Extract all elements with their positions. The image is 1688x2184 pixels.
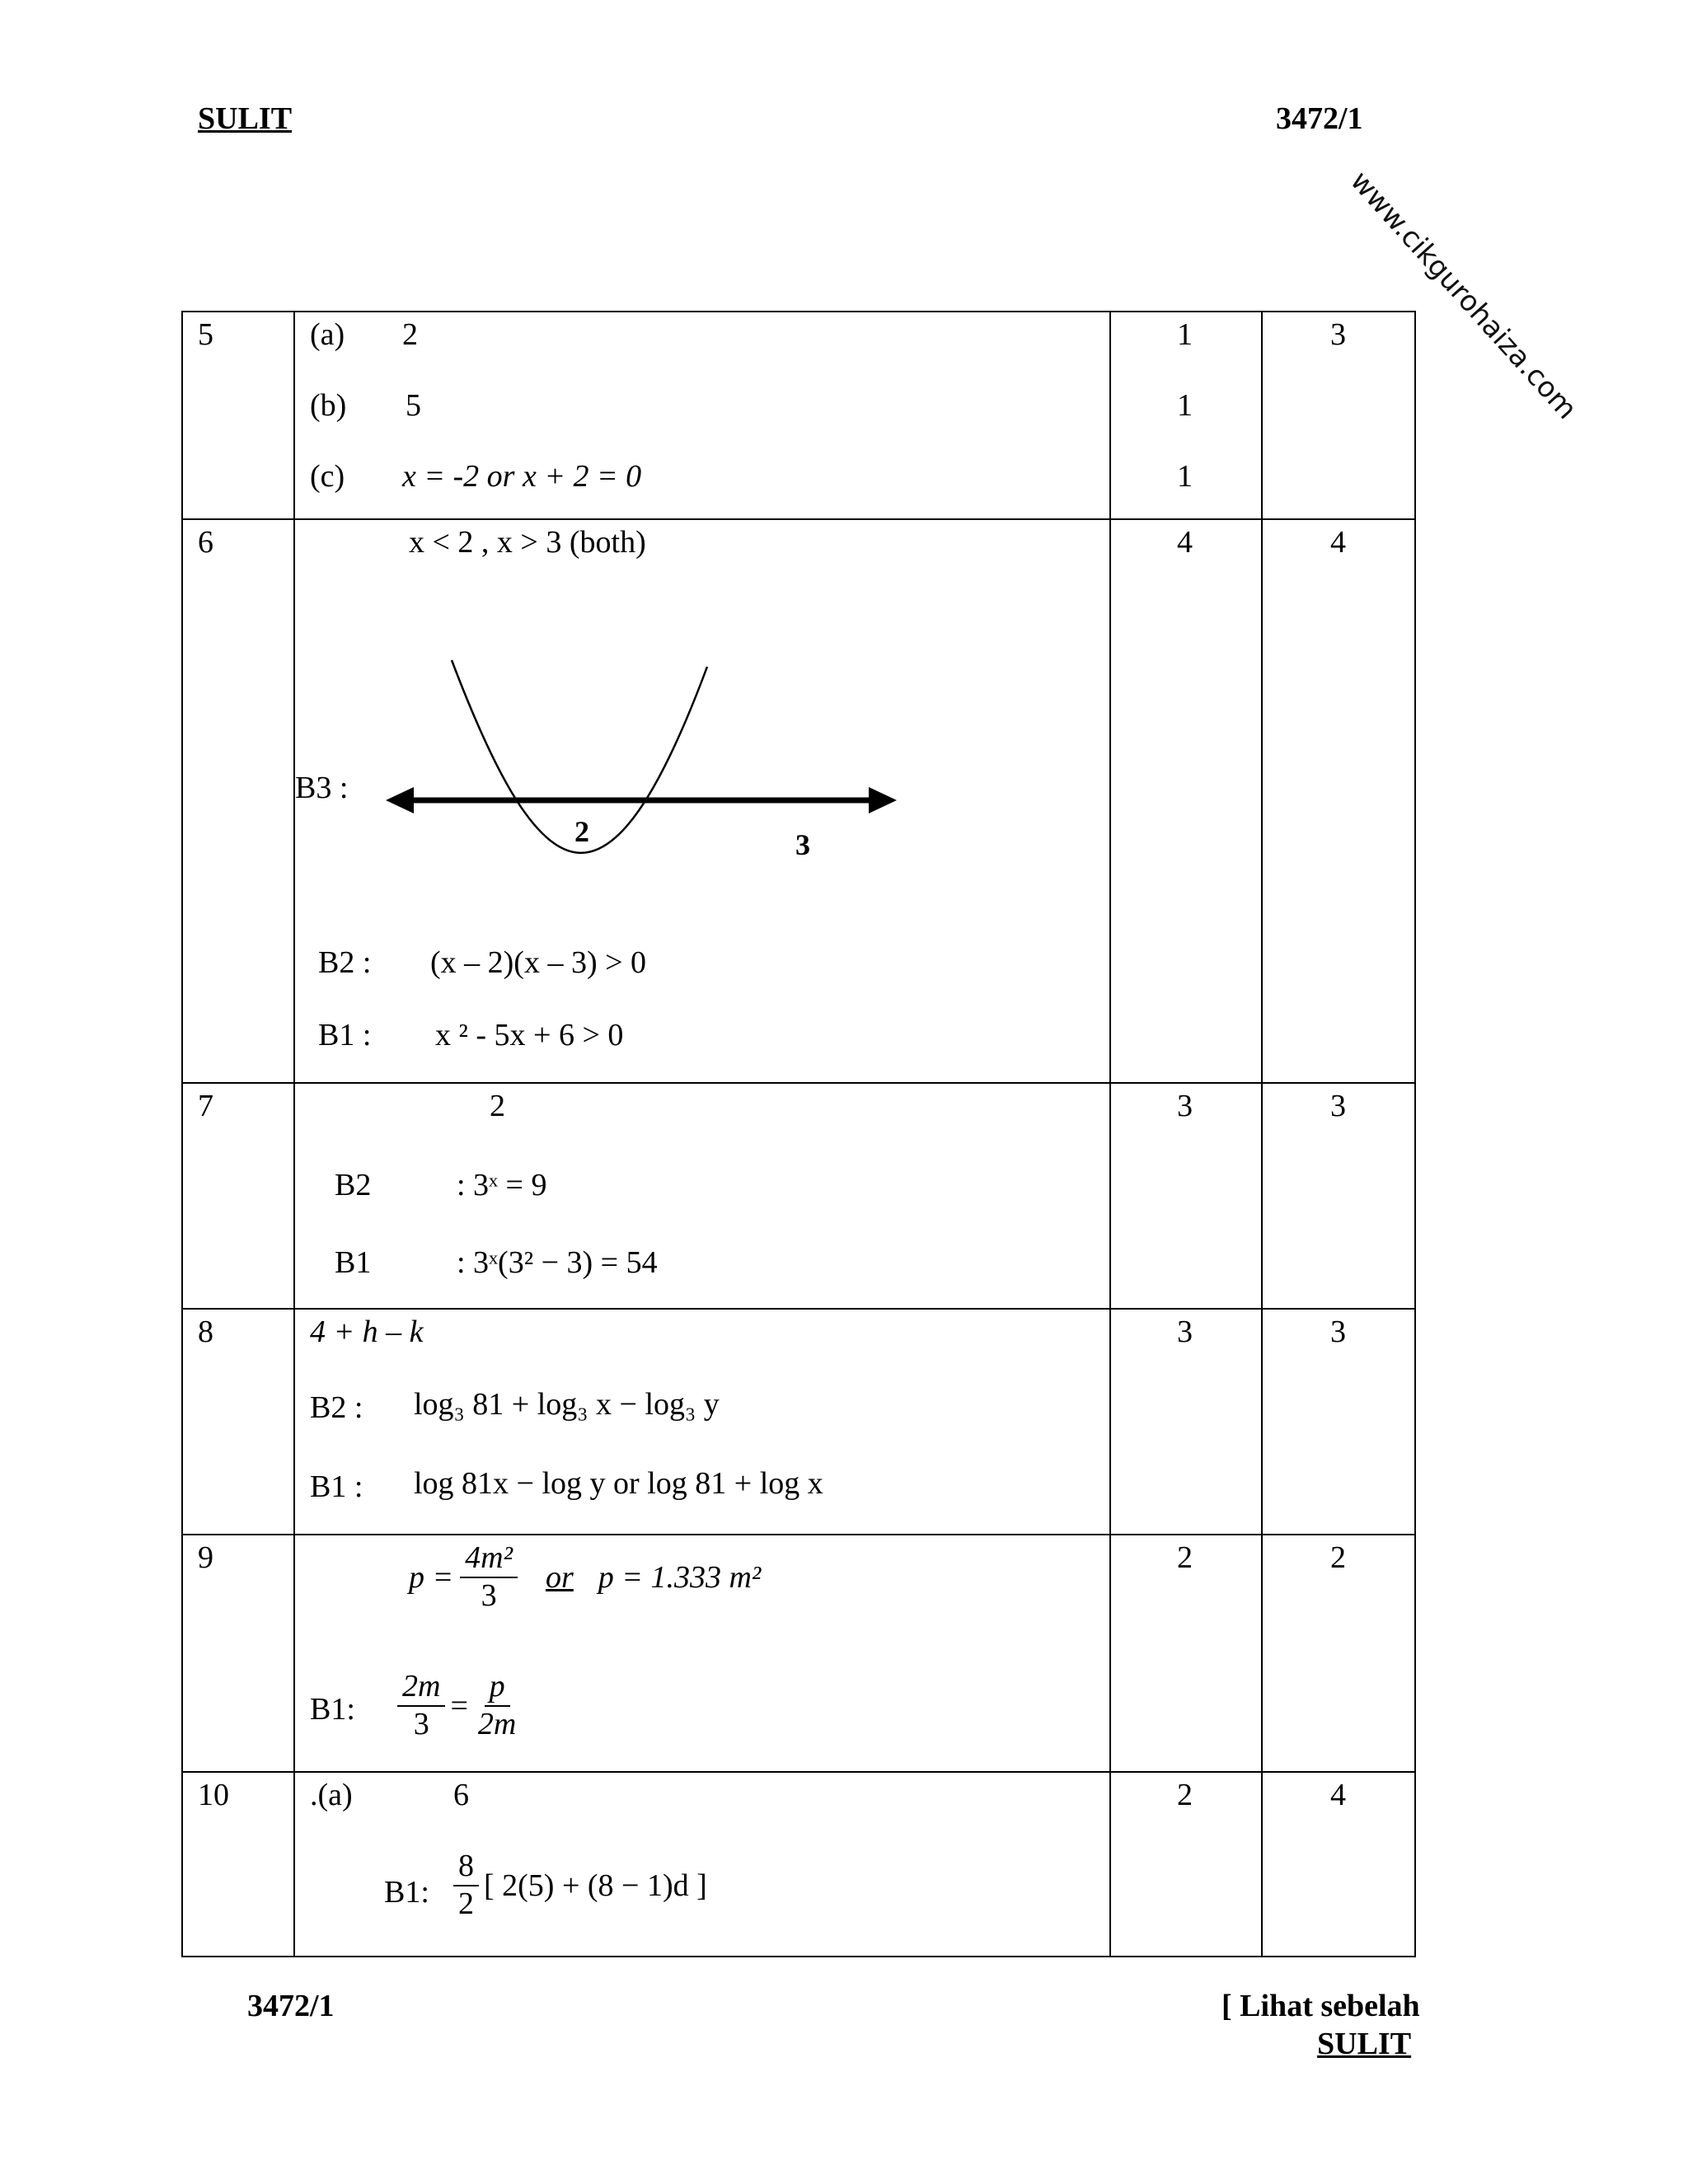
equals-sign: = — [450, 1688, 468, 1723]
b2-label: B2 : — [318, 945, 372, 980]
left-arrow-icon — [386, 787, 414, 813]
part-label: (a) — [310, 317, 345, 352]
total-mark: 3 — [1330, 1089, 1346, 1123]
question-row-6 — [182, 519, 1415, 1083]
question-number: 10 — [198, 1778, 229, 1812]
mark: 1 — [1177, 459, 1193, 494]
total-mark: 2 — [1330, 1540, 1346, 1575]
answer-fraction — [460, 1540, 518, 1614]
b1-working: log 81x − log y or log 81 + log x — [414, 1466, 823, 1501]
question-row-7 — [182, 1083, 1415, 1309]
b2-working: (x – 2)(x – 3) > 0 — [430, 945, 647, 980]
b3-label: B3 : — [295, 771, 349, 805]
mark: 1 — [1177, 388, 1193, 423]
answer-lhs: p = — [409, 1559, 454, 1595]
mark: 2 — [1177, 1540, 1193, 1575]
right-arrow-icon — [869, 787, 897, 813]
root-label-2: 2 — [574, 815, 589, 848]
fraction-denominator: 2m — [477, 1706, 517, 1741]
header-sulit: SULIT — [198, 101, 293, 136]
b1-fraction — [453, 1849, 479, 1922]
b2-working: : 3ˣ = 9 — [457, 1168, 547, 1202]
mark: 1 — [1177, 317, 1193, 352]
answer-alt: p = 1.333 m² — [598, 1559, 762, 1595]
b1-label: B1 — [335, 1245, 372, 1280]
b2-label: B2 — [335, 1168, 372, 1202]
b2-working: log₃ 81 + log₃ x − log₃ y — [414, 1387, 720, 1422]
fraction-numerator: 2m — [397, 1669, 445, 1707]
parabola-graph — [377, 652, 905, 899]
fraction-numerator: 4m² — [460, 1540, 518, 1578]
b1-label: B1: — [310, 1692, 355, 1727]
answer: 6 — [453, 1778, 469, 1812]
watermark: www.cikgurohaiza.com — [1343, 165, 1583, 426]
part-label: .(a) — [310, 1778, 353, 1812]
question-number: 5 — [198, 317, 213, 352]
question-number: 8 — [198, 1315, 213, 1349]
question-number: 9 — [198, 1540, 213, 1575]
answer: 2 — [402, 317, 418, 352]
b1-expression: [ 2(5) + (8 − 1)d ] — [484, 1868, 707, 1903]
b2-label: B2 : — [310, 1390, 363, 1425]
answer: x = -2 or x + 2 = 0 — [402, 459, 642, 494]
total-mark: 3 — [1330, 317, 1346, 352]
answer: 5 — [406, 388, 421, 423]
b1-fraction-right — [473, 1669, 521, 1742]
mark: 2 — [1177, 1778, 1193, 1812]
root-label-3: 3 — [795, 828, 810, 861]
question-row-8 — [182, 1309, 1415, 1535]
b1-working: x ² - 5x + 6 > 0 — [435, 1018, 624, 1052]
footer-next-page: [ Lihat sebelah — [1221, 1989, 1420, 2023]
fraction-numerator: p — [485, 1669, 510, 1707]
fraction-denominator: 2 — [458, 1886, 474, 1921]
total-mark: 4 — [1330, 1778, 1346, 1812]
mark: 3 — [1177, 1315, 1193, 1349]
question-row-10 — [182, 1772, 1415, 1957]
footer-code: 3472/1 — [247, 1989, 335, 2023]
or-text: or — [546, 1559, 574, 1595]
footer-sulit: SULIT — [1317, 2027, 1412, 2061]
mark: 4 — [1177, 525, 1193, 560]
b1-label: B1: — [384, 1875, 429, 1910]
answer: 4 + h – k — [310, 1315, 424, 1349]
b1-working — [453, 1849, 707, 1922]
b1-working — [397, 1669, 521, 1742]
marking-scheme-table — [181, 311, 1416, 1957]
b1-working: : 3ˣ(3² − 3) = 54 — [457, 1245, 658, 1280]
b1-label: B1 : — [310, 1469, 363, 1504]
b1-fraction-left — [397, 1669, 445, 1742]
fraction-denominator: 3 — [413, 1706, 429, 1741]
question-row-9 — [182, 1535, 1415, 1772]
mark: 3 — [1177, 1089, 1193, 1123]
part-label: (b) — [310, 388, 347, 423]
b1-label: B1 : — [318, 1018, 372, 1052]
question-row-5 — [182, 312, 1415, 519]
part-label: (c) — [310, 459, 345, 494]
header-code: 3472/1 — [1276, 101, 1363, 136]
total-mark: 3 — [1330, 1315, 1346, 1349]
fraction-denominator: 3 — [481, 1577, 497, 1613]
answer — [409, 1540, 761, 1614]
fraction-numerator: 8 — [453, 1849, 479, 1886]
answer: x < 2 , x > 3 (both) — [409, 525, 646, 560]
question-number: 6 — [198, 525, 213, 560]
question-number: 7 — [198, 1089, 213, 1123]
total-mark: 4 — [1330, 525, 1346, 560]
answer: 2 — [490, 1089, 505, 1123]
